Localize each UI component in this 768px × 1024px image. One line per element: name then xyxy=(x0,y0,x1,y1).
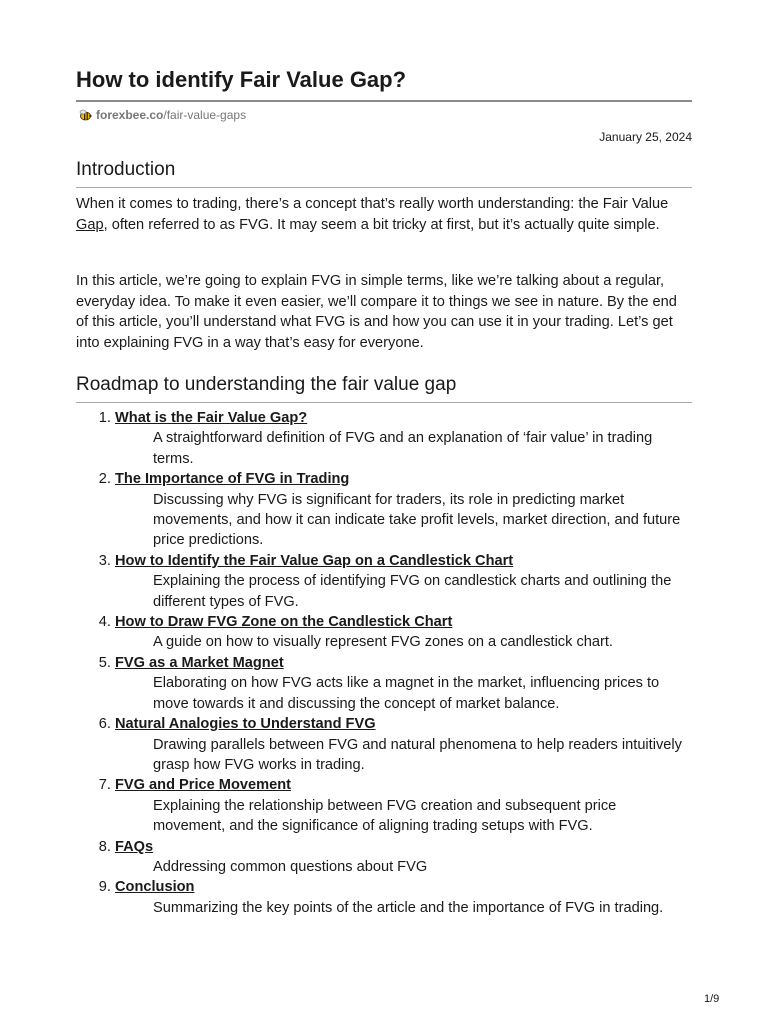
roadmap-item-description: Summarizing the key points of the article and the importance of FVG in trading. xyxy=(153,899,664,916)
roadmap-item xyxy=(115,551,692,612)
intro-paragraph-2: In this article, we’re going to explain FVG in simple terms, like we’re talking about a regular, everyday idea. To make it even easier, we’ll compare it to things we see in nature. By the end of this article, you’ll understand what FVG is and how you can use it in your trading. Let’s get into explaining FVG in a way that’s easy for everyone. xyxy=(76,273,677,351)
bee-icon xyxy=(78,109,92,121)
article-title: How to identify Fair Value Gap? xyxy=(76,67,407,92)
intro-p1-text-a: When it comes to trading, there’s a concept that’s really worth understanding: the Fair Value xyxy=(76,196,669,212)
page-number: 1/9 xyxy=(704,993,720,1005)
publish-date: January 25, 2024 xyxy=(599,130,692,144)
roadmap-item-description: Drawing parallels between FVG and natural phenomena to help readers intuitively grasp how FVG works in trading. xyxy=(153,736,682,773)
roadmap-item-link[interactable]: FVG as a Market Magnet xyxy=(115,654,284,671)
roadmap-item-link[interactable]: What is the Fair Value Gap? xyxy=(115,410,308,426)
roadmap-item-description: Discussing why FVG is significant for traders, its role in predicting market movements, and how it can indicate take profit levels, market direction, and future price predictions. xyxy=(153,491,681,549)
title-divider xyxy=(76,100,692,102)
roadmap-item-description: Explaining the relationship between FVG creation and subsequent price movement, and the significance of aligning trading setups with FVG. xyxy=(153,797,617,835)
roadmap-divider xyxy=(76,402,692,403)
intro-divider xyxy=(76,187,692,188)
roadmap-item xyxy=(115,775,692,836)
roadmap-item-description: Addressing common questions about FVG xyxy=(153,858,428,875)
roadmap-item-link[interactable]: The Importance of FVG in Trading xyxy=(115,471,350,488)
roadmap-item-description: A straightforward definition of FVG and an explanation of ‘fair value’ in trading terms. xyxy=(153,430,653,467)
intro-p1-text-b: , often referred to as FVG. It may seem a bit tricky at first, but it’s actually quite simple. xyxy=(103,216,660,233)
roadmap-item-description: Elaborating on how FVG acts like a magnet in the market, influencing prices to move towards it and discussing the concept of market balance. xyxy=(153,675,660,712)
roadmap-item-link[interactable]: FVG and Price Movement xyxy=(115,777,291,794)
roadmap-item-link[interactable]: FAQs xyxy=(115,838,154,855)
roadmap-heading: Roadmap to understanding the fair value gap xyxy=(76,374,457,395)
roadmap-item-link[interactable]: How to Draw FVG Zone on the Candlestick Chart xyxy=(115,614,453,631)
roadmap-item-description: A guide on how to visually represent FVG zones on a candlestick chart. xyxy=(153,634,613,651)
roadmap-item xyxy=(115,714,692,775)
roadmap-item xyxy=(115,653,692,714)
roadmap-item xyxy=(115,408,692,469)
roadmap-item-link[interactable]: Conclusion xyxy=(115,879,195,896)
roadmap-item xyxy=(115,837,692,878)
source-path: /fair-value-gaps xyxy=(163,108,247,122)
roadmap-list xyxy=(76,408,692,918)
roadmap-item xyxy=(115,469,692,551)
intro-paragraph-1 xyxy=(76,194,692,235)
roadmap-item-description: Explaining the process of identifying FVG on candlestick charts and outlining the different types of FVG. xyxy=(153,573,672,610)
intro-heading: Introduction xyxy=(76,159,176,180)
roadmap-item xyxy=(115,877,692,918)
gap-link[interactable]: Gap xyxy=(76,216,104,233)
roadmap-item-link[interactable]: Natural Analogies to Understand FVG xyxy=(115,716,376,733)
roadmap-item-link[interactable]: How to Identify the Fair Value Gap on a Candlestick Chart xyxy=(115,552,514,569)
roadmap-item xyxy=(115,612,692,653)
source-link[interactable] xyxy=(78,107,246,123)
source-domain: forexbee.co xyxy=(96,108,164,122)
